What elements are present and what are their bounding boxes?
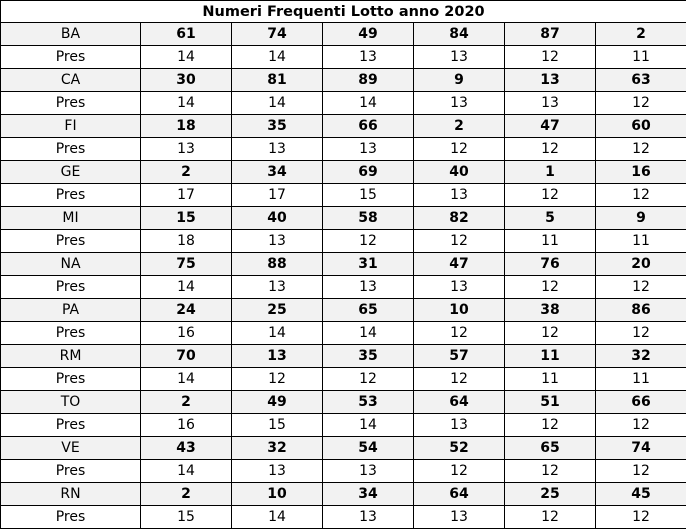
frequent-number-cell: 66 xyxy=(596,391,686,414)
frequent-number-cell: 64 xyxy=(414,483,505,506)
presence-count-cell: 13 xyxy=(232,138,323,161)
frequent-number-cell: 18 xyxy=(141,115,232,138)
frequent-number-cell: 86 xyxy=(596,299,686,322)
presence-count-cell: 13 xyxy=(232,460,323,483)
presence-count-cell: 15 xyxy=(232,414,323,437)
wheel-name: CA xyxy=(1,69,141,92)
presence-count-cell: 13 xyxy=(141,138,232,161)
presence-row xyxy=(1,230,686,253)
frequent-number-cell: 32 xyxy=(232,437,323,460)
wheel-numbers-row xyxy=(1,437,686,460)
frequent-number-cell: 74 xyxy=(232,23,323,46)
frequent-number-cell: 53 xyxy=(323,391,414,414)
frequent-number-cell: 20 xyxy=(596,253,686,276)
wheel-name: BA xyxy=(1,23,141,46)
presence-row xyxy=(1,46,686,69)
frequent-number-cell: 54 xyxy=(323,437,414,460)
presence-count-cell: 12 xyxy=(505,138,596,161)
presence-count-cell: 14 xyxy=(232,506,323,529)
wheel-name: PA xyxy=(1,299,141,322)
wheel-name: MI xyxy=(1,207,141,230)
presence-count-cell: 13 xyxy=(323,138,414,161)
frequent-number-cell: 57 xyxy=(414,345,505,368)
presence-count-cell: 17 xyxy=(141,184,232,207)
presence-count-cell: 13 xyxy=(323,506,414,529)
frequent-number-cell: 65 xyxy=(505,437,596,460)
presence-row xyxy=(1,276,686,299)
presence-count-cell: 12 xyxy=(414,368,505,391)
presence-count-cell: 12 xyxy=(414,322,505,345)
presence-count-cell: 14 xyxy=(232,46,323,69)
presence-count-cell: 12 xyxy=(596,414,686,437)
frequent-number-cell: 49 xyxy=(232,391,323,414)
presence-count-cell: 14 xyxy=(323,414,414,437)
presence-count-cell: 13 xyxy=(232,276,323,299)
frequent-number-cell: 60 xyxy=(596,115,686,138)
presence-label: Pres xyxy=(1,276,141,299)
frequent-number-cell: 58 xyxy=(323,207,414,230)
wheel-numbers-row xyxy=(1,345,686,368)
frequent-number-cell: 52 xyxy=(414,437,505,460)
presence-count-cell: 11 xyxy=(505,230,596,253)
wheel-name: TO xyxy=(1,391,141,414)
wheel-name: NA xyxy=(1,253,141,276)
frequent-number-cell: 47 xyxy=(505,115,596,138)
presence-count-cell: 11 xyxy=(596,368,686,391)
presence-row xyxy=(1,184,686,207)
frequent-number-cell: 13 xyxy=(505,69,596,92)
presence-label: Pres xyxy=(1,230,141,253)
frequent-number-cell: 45 xyxy=(596,483,686,506)
presence-count-cell: 12 xyxy=(414,138,505,161)
frequent-number-cell: 2 xyxy=(141,391,232,414)
frequent-number-cell: 63 xyxy=(596,69,686,92)
wheel-numbers-row xyxy=(1,23,686,46)
frequent-number-cell: 16 xyxy=(596,161,686,184)
wheel-name: FI xyxy=(1,115,141,138)
frequent-number-cell: 82 xyxy=(414,207,505,230)
frequent-number-cell: 2 xyxy=(141,161,232,184)
frequent-number-cell: 61 xyxy=(141,23,232,46)
presence-count-cell: 16 xyxy=(141,322,232,345)
wheel-numbers-row xyxy=(1,299,686,322)
presence-count-cell: 13 xyxy=(323,460,414,483)
presence-count-cell: 12 xyxy=(323,230,414,253)
presence-row xyxy=(1,506,686,529)
frequent-number-cell: 2 xyxy=(414,115,505,138)
presence-count-cell: 13 xyxy=(414,92,505,115)
frequent-number-cell: 51 xyxy=(505,391,596,414)
wheel-numbers-row xyxy=(1,115,686,138)
presence-count-cell: 12 xyxy=(505,414,596,437)
presence-count-cell: 12 xyxy=(596,138,686,161)
frequent-number-cell: 32 xyxy=(596,345,686,368)
frequent-number-cell: 75 xyxy=(141,253,232,276)
wheel-numbers-row xyxy=(1,69,686,92)
presence-count-cell: 12 xyxy=(505,506,596,529)
frequent-number-cell: 10 xyxy=(232,483,323,506)
wheel-name: RM xyxy=(1,345,141,368)
frequent-number-cell: 65 xyxy=(323,299,414,322)
presence-count-cell: 12 xyxy=(505,276,596,299)
frequent-number-cell: 9 xyxy=(596,207,686,230)
presence-count-cell: 13 xyxy=(323,276,414,299)
presence-row xyxy=(1,138,686,161)
frequent-number-cell: 64 xyxy=(414,391,505,414)
frequent-number-cell: 2 xyxy=(141,483,232,506)
presence-count-cell: 13 xyxy=(323,46,414,69)
presence-count-cell: 12 xyxy=(323,368,414,391)
presence-count-cell: 14 xyxy=(141,276,232,299)
presence-count-cell: 13 xyxy=(414,414,505,437)
presence-count-cell: 13 xyxy=(414,276,505,299)
frequent-number-cell: 34 xyxy=(232,161,323,184)
presence-count-cell: 15 xyxy=(323,184,414,207)
presence-count-cell: 12 xyxy=(596,322,686,345)
wheel-numbers-row xyxy=(1,161,686,184)
presence-row xyxy=(1,92,686,115)
frequent-number-cell: 30 xyxy=(141,69,232,92)
presence-label: Pres xyxy=(1,138,141,161)
frequent-number-cell: 49 xyxy=(323,23,414,46)
presence-label: Pres xyxy=(1,322,141,345)
wheel-numbers-row xyxy=(1,483,686,506)
frequent-number-cell: 11 xyxy=(505,345,596,368)
frequent-number-cell: 1 xyxy=(505,161,596,184)
presence-count-cell: 14 xyxy=(323,92,414,115)
presence-label: Pres xyxy=(1,368,141,391)
presence-row xyxy=(1,460,686,483)
frequent-number-cell: 47 xyxy=(414,253,505,276)
table-title: Numeri Frequenti Lotto anno 2020 xyxy=(1,1,686,23)
wheel-numbers-row xyxy=(1,253,686,276)
presence-count-cell: 18 xyxy=(141,230,232,253)
frequent-number-cell: 88 xyxy=(232,253,323,276)
frequent-number-cell: 40 xyxy=(232,207,323,230)
frequent-number-cell: 70 xyxy=(141,345,232,368)
presence-count-cell: 14 xyxy=(141,460,232,483)
frequent-number-cell: 87 xyxy=(505,23,596,46)
presence-label: Pres xyxy=(1,414,141,437)
wheel-numbers-row xyxy=(1,207,686,230)
presence-count-cell: 15 xyxy=(141,506,232,529)
presence-count-cell: 14 xyxy=(323,322,414,345)
frequent-number-cell: 81 xyxy=(232,69,323,92)
frequent-number-cell: 2 xyxy=(596,23,686,46)
presence-count-cell: 12 xyxy=(505,184,596,207)
frequent-number-cell: 24 xyxy=(141,299,232,322)
frequent-number-cell: 5 xyxy=(505,207,596,230)
frequent-number-cell: 38 xyxy=(505,299,596,322)
presence-row xyxy=(1,368,686,391)
frequent-number-cell: 25 xyxy=(505,483,596,506)
presence-count-cell: 13 xyxy=(414,506,505,529)
frequent-number-cell: 10 xyxy=(414,299,505,322)
frequent-number-cell: 43 xyxy=(141,437,232,460)
frequent-number-cell: 34 xyxy=(323,483,414,506)
frequent-number-cell: 35 xyxy=(323,345,414,368)
frequent-number-cell: 69 xyxy=(323,161,414,184)
presence-row xyxy=(1,414,686,437)
frequent-number-cell: 74 xyxy=(596,437,686,460)
frequent-number-cell: 76 xyxy=(505,253,596,276)
presence-count-cell: 11 xyxy=(596,230,686,253)
presence-count-cell: 12 xyxy=(414,460,505,483)
presence-count-cell: 14 xyxy=(232,92,323,115)
presence-count-cell: 12 xyxy=(596,276,686,299)
presence-count-cell: 11 xyxy=(596,46,686,69)
presence-count-cell: 12 xyxy=(596,92,686,115)
presence-count-cell: 14 xyxy=(141,92,232,115)
presence-count-cell: 13 xyxy=(414,46,505,69)
presence-count-cell: 14 xyxy=(141,368,232,391)
presence-label: Pres xyxy=(1,460,141,483)
title-row xyxy=(1,1,686,23)
frequent-number-cell: 15 xyxy=(141,207,232,230)
presence-count-cell: 12 xyxy=(232,368,323,391)
frequent-number-cell: 89 xyxy=(323,69,414,92)
presence-count-cell: 12 xyxy=(596,460,686,483)
presence-count-cell: 12 xyxy=(596,506,686,529)
frequent-number-cell: 35 xyxy=(232,115,323,138)
frequent-number-cell: 84 xyxy=(414,23,505,46)
presence-count-cell: 13 xyxy=(505,92,596,115)
presence-label: Pres xyxy=(1,92,141,115)
presence-count-cell: 13 xyxy=(414,184,505,207)
presence-count-cell: 12 xyxy=(505,322,596,345)
table-body xyxy=(1,23,686,529)
presence-label: Pres xyxy=(1,46,141,69)
presence-row xyxy=(1,322,686,345)
presence-count-cell: 17 xyxy=(232,184,323,207)
presence-count-cell: 16 xyxy=(141,414,232,437)
frequent-number-cell: 31 xyxy=(323,253,414,276)
presence-label: Pres xyxy=(1,184,141,207)
presence-count-cell: 14 xyxy=(232,322,323,345)
presence-count-cell: 12 xyxy=(414,230,505,253)
frequent-number-cell: 9 xyxy=(414,69,505,92)
presence-count-cell: 12 xyxy=(505,460,596,483)
presence-label: Pres xyxy=(1,506,141,529)
presence-count-cell: 11 xyxy=(505,368,596,391)
wheel-name: VE xyxy=(1,437,141,460)
frequent-number-cell: 13 xyxy=(232,345,323,368)
presence-count-cell: 12 xyxy=(505,46,596,69)
wheel-name: RN xyxy=(1,483,141,506)
presence-count-cell: 12 xyxy=(596,184,686,207)
wheel-numbers-row xyxy=(1,391,686,414)
frequent-number-cell: 66 xyxy=(323,115,414,138)
presence-count-cell: 13 xyxy=(232,230,323,253)
presence-count-cell: 14 xyxy=(141,46,232,69)
frequent-number-cell: 25 xyxy=(232,299,323,322)
frequent-number-cell: 40 xyxy=(414,161,505,184)
wheel-name: GE xyxy=(1,161,141,184)
